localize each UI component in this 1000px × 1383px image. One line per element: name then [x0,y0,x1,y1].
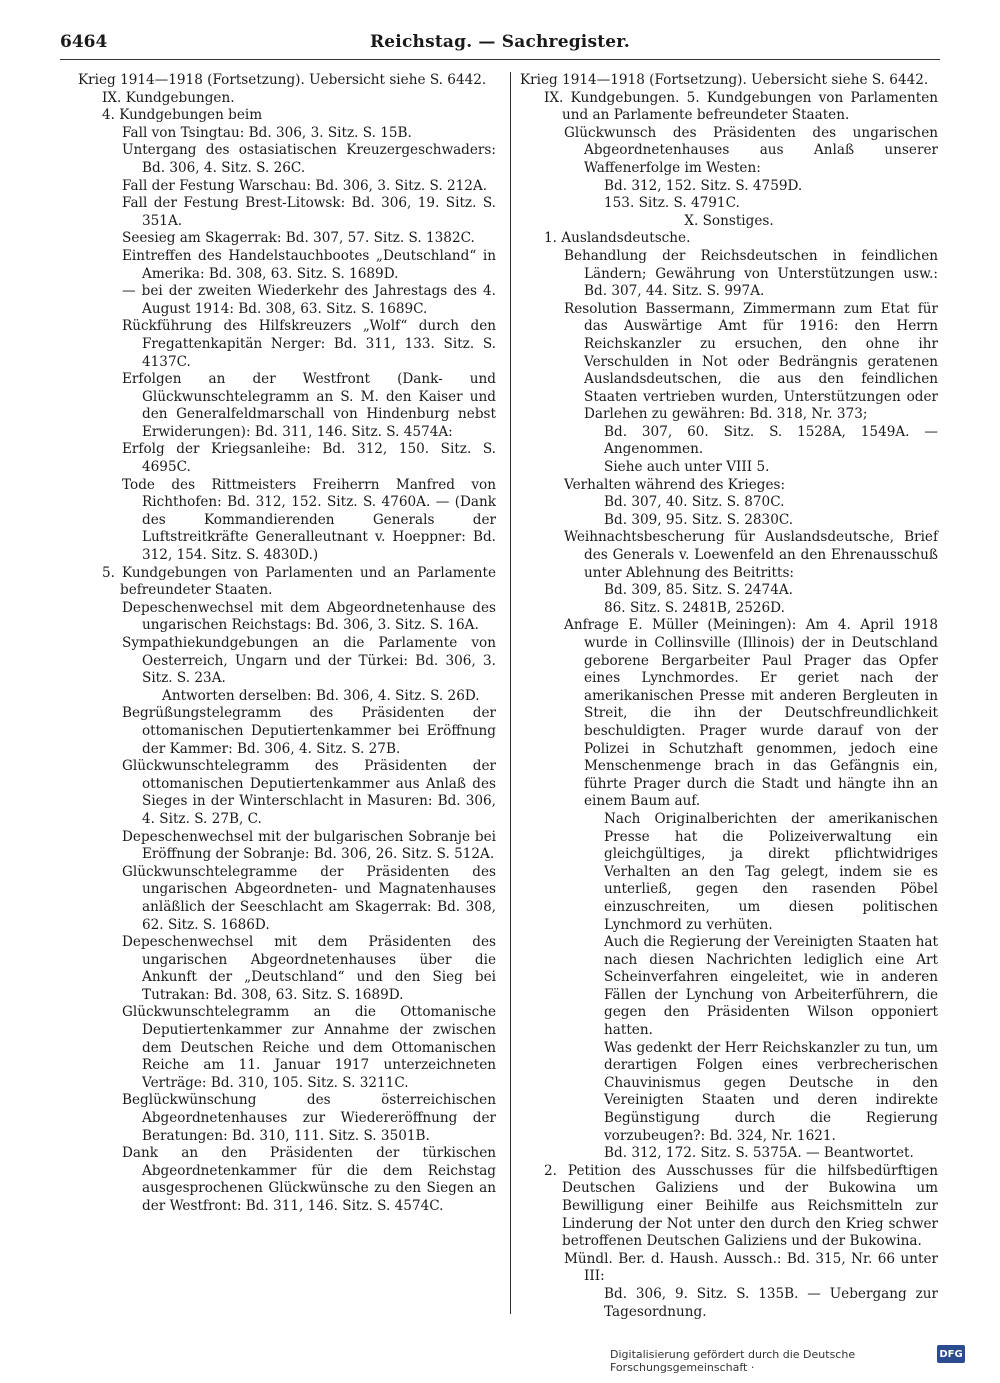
column-divider [510,72,511,1314]
index-entry: Begrüßungstelegramm des Präsidenten der ottomanischen Deputiertenkammer bei Eröffnung der Kammer: Bd. 306, 4. Sitz. S. 27B. [122,705,496,757]
index-entry: 1. Auslandsdeutsche. [544,230,691,247]
index-entry: X. Sonstiges. [684,212,774,229]
index-entry: IX. Kundgebungen. [102,89,235,106]
index-entry: Rückführung des Hilfskreuzers „Wolf“ durch den Fregattenkapitän Nerger: Bd. 311, 133. Sitz. S. 4137C. [122,318,496,370]
index-entry: Mündl. Ber. d. Haush. Aussch.: Bd. 315, Nr. 66 unter III: [564,1250,938,1285]
index-entry: Seesieg am Skagerrak: Bd. 307, 57. Sitz. S. 1382C. [122,230,475,247]
index-entry: Bd. 312, 172. Sitz. S. 5375A. — Beantwortet. [604,1145,914,1162]
index-entry: Weihnachtsbescherung für Auslandsdeutsche, Brief des Generals v. Loewenfeld an den Ehrenausschuß unter Ablehnung des Beitritts: [564,529,938,581]
index-entry: Eintreffen des Handelstauchbootes „Deutschland“ in Amerika: Bd. 308, 63. Sitz. S. 1689D. [122,247,496,282]
index-entry: Siehe auch unter VIII 5. [604,459,770,476]
index-entry: Depeschenwechsel mit der bulgarischen Sobranje bei Eröffnung der Sobranje: Bd. 306, 26. Sitz. S. 512A. [122,828,496,863]
index-entry: Bd. 306, 9. Sitz. S. 135B. — Uebergang zur Tagesordnung. [604,1285,938,1320]
index-entry: Bd. 312, 152. Sitz. S. 4759D. [604,177,803,194]
index-entry: Untergang des ostasiatischen Kreuzergeschwaders: Bd. 306, 4. Sitz. S. 26C. [122,142,496,176]
index-entry: 86. Sitz. S. 2481B, 2526D. [604,599,785,616]
index-entry: Beglückwünschung des österreichischen Abgeordnetenhauses zur Wiedereröffnung der Beratungen: Bd. 310, 111. Sitz. S. 3501B. [122,1092,496,1144]
index-entry: Bd. 309, 95. Sitz. S. 2830C. [604,511,794,528]
index-entry: Fall der Festung Warschau: Bd. 306, 3. Sitz. S. 212A. [122,177,488,194]
index-entry: Erfolgen an der Westfront (Dank- und Glückwunschtelegramm an S. M. den Kaiser und den Generalfeldmarschall von Hindenburg nebst Erwiderungen): Bd. 311, 146. Sitz. S. 4574A: [122,371,496,440]
index-entry: IX. Kundgebungen. 5. Kundgebungen von Parlamenten und an Parlamente befreundeter Staaten. [544,89,938,124]
index-entry: 2. Petition des Ausschusses für die hilfsbedürftigen Deutschen Galiziens und der Bukowina um Bewilligung einer Beihilfe aus Reichsmitteln zur Linderung der Not unter den durch den Krieg schwer betroffenen Deutschen Galiziens und der Bukowina. [544,1162,938,1250]
index-entry: Erfolg der Kriegsanleihe: Bd. 312, 150. Sitz. S. 4695C. [122,441,496,476]
index-entry: — bei der zweiten Wiederkehr des Jahrestags des 4. August 1914: Bd. 308, 63. Sitz. S. 1689C. [122,283,496,317]
index-entry: Glückwunschtelegramm des Präsidenten der ottomanischen Deputiertenkammer aus Anlaß des Sieges in der Winterschlacht in Masuren: Bd. 306, 4. Sitz. S. 27B, C. [122,758,496,827]
index-entry: Krieg 1914—1918 (Fortsetzung). Uebersicht siehe S. 6442. [520,72,929,88]
index-entry: Fall der Festung Brest-Litowsk: Bd. 306, 19. Sitz. S. 351A. [122,195,496,229]
index-entry: Was gedenkt der Herr Reichskanzler zu tun, um derartigen Folgen eines verbrecherischen Chauvinismus gegen Deutsche in den Vereinigten Staaten und deren indirekte Begünstigung durch die Regierung vorzubeugen?: Bd. 324, Nr. 1621. [604,1039,938,1144]
left-column [78,72,496,1216]
footer [610,1344,965,1374]
index-entry: Dank an den Präsidenten der türkischen Abgeordnetenkammer für die dem Reichstag ausgesprochenen Glückwünsche zu den Siegen an der Westfront: Bd. 311, 146. Sitz. S. 4574C. [122,1145,496,1214]
dfg-logo: DFG [937,1345,965,1363]
index-entry: Sympathiekundgebungen an die Parlamente von Oesterreich, Ungarn und der Türkei: Bd. 306, 3. Sitz. S. 23A. [122,635,496,687]
index-entry: Glückwunschtelegramme der Präsidenten des ungarischen Abgeordneten- und Magnatenhauses anläßlich der Seeschlacht am Skagerrak: Bd. 308, 62. Sitz. S. 1686D. [122,863,496,933]
index-entry: Bd. 307, 60. Sitz. S. 1528A, 1549A. — Angenommen. [604,423,938,458]
index-entry: Nach Originalberichten der amerikanischen Presse hat die Polizeiverwaltung ein gleichgültiges, ja direkt pflichtwidriges Verhalten an den Tag gelegt, indem sie es unterließ, gegen den rasenden Pöbel einzuschreiten, um diesen politischen Lynchmord zu verhüten. [604,810,938,933]
header-rule [60,59,940,60]
index-entry: Anfrage E. Müller (Meiningen): Am 4. April 1918 wurde in Collinsville (Illinois) der in Deutschland geborene Bergarbeiter Paul Prager das Opfer eines Lynchmordes. Er geriet nach der amerikanischen Presse mit anderen Bergleuten in Streit, die ihn der Deutschfreundlichkeit beschuldigten. Prager wurde darauf von der Polizei in Schutzhaft genommen, jedoch eine Menschenmenge brach in das Gefängnis ein, führte Prager durch die Stadt und hängte ihn an einem Baum auf. [564,617,938,810]
index-entry: Antworten derselben: Bd. 306, 4. Sitz. S. 26D. [162,687,480,704]
index-entry: Fall von Tsingtau: Bd. 306, 3. Sitz. S. 15B. [122,124,412,141]
index-entry: Bd. 307, 40. Sitz. S. 870C. [604,494,785,511]
index-entry: Glückwunschtelegramm an die Ottomanische Deputiertenkammer zur Annahme der zwischen dem Deutschen Reiche und dem Ottomanischen Reiche am 11. Januar 1917 unterzeichneten Verträge: Bd. 310, 105. Sitz. S. 3211C. [122,1004,496,1091]
index-entry: Verhalten während des Krieges: [564,476,786,493]
index-entry: Auch die Regierung der Vereinigten Staaten hat nach diesen Nachrichten lediglich eine Art Scheinverfahren eingeleitet, wie in anderen Fällen der Lynchung von Arbeiterführern, die gegen den Präsidenten Wilson opponiert hatten. [604,934,938,1039]
index-entry: 5. Kundgebungen von Parlamenten und an Parlamente befreundeter Staaten. [102,564,496,599]
index-entry: Behandlung der Reichsdeutschen in feindlichen Ländern; Gewährung von Unterstützungen usw.: Bd. 307, 44. Sitz. S. 997A. [564,247,938,300]
index-entry: 4. Kundgebungen beim [102,107,263,124]
funding-note: Digitalisierung gefördert durch die Deutsche Forschungsgemeinschaft · [610,1348,856,1374]
index-entry: Resolution Bassermann, Zimmermann zum Etat für das Auswärtige Amt für 1916: den Herrn Reichskanzler zu ersuchen, den ohne ihr Verschulden in Not oder Bedrängnis geratenen Auslandsdeutschen, die aus den feindlichen Staaten vertrieben wurden, Unterstützungen oder Darlehen zu gewähren: Bd. 318, Nr. 373; [564,300,938,423]
page-number: 6464 [60,32,108,52]
index-entry: Bd. 309, 85. Sitz. S. 2474A. [604,582,793,599]
index-entry: 153. Sitz. S. 4791C. [604,195,740,212]
page-header [60,26,940,60]
running-title: Reichstag. — Sachregister. [369,32,631,52]
index-entry: Depeschenwechsel mit dem Abgeordnetenhause des ungarischen Reichstags: Bd. 306, 3. Sitz. S. 16A. [122,599,496,634]
index-entry: Krieg 1914—1918 (Fortsetzung). Uebersicht siehe S. 6442. [78,72,487,88]
index-entry: Depeschenwechsel mit dem Präsidenten des ungarischen Abgeordnetenhauses über die Ankunft der „Deutschland“ und den Sieg bei Tutrakan: Bd. 308, 63. Sitz. S. 1689D. [122,934,496,1003]
index-entry: Glückwunsch des Präsidenten des ungarischen Abgeordnetenhauses aus Anlaß unserer Waffenerfolge im Westen: [564,124,938,176]
index-entry: Tode des Rittmeisters Freiherrn Manfred von Richthofen: Bd. 312, 152. Sitz. S. 4760A. — (Dank des Kommandierenden Generals der Luftstreitkräfte Generalleutnant v. Hoeppner: Bd. 312, 154. Sitz. S. 4830D.) [122,476,496,564]
right-column [520,72,938,1321]
